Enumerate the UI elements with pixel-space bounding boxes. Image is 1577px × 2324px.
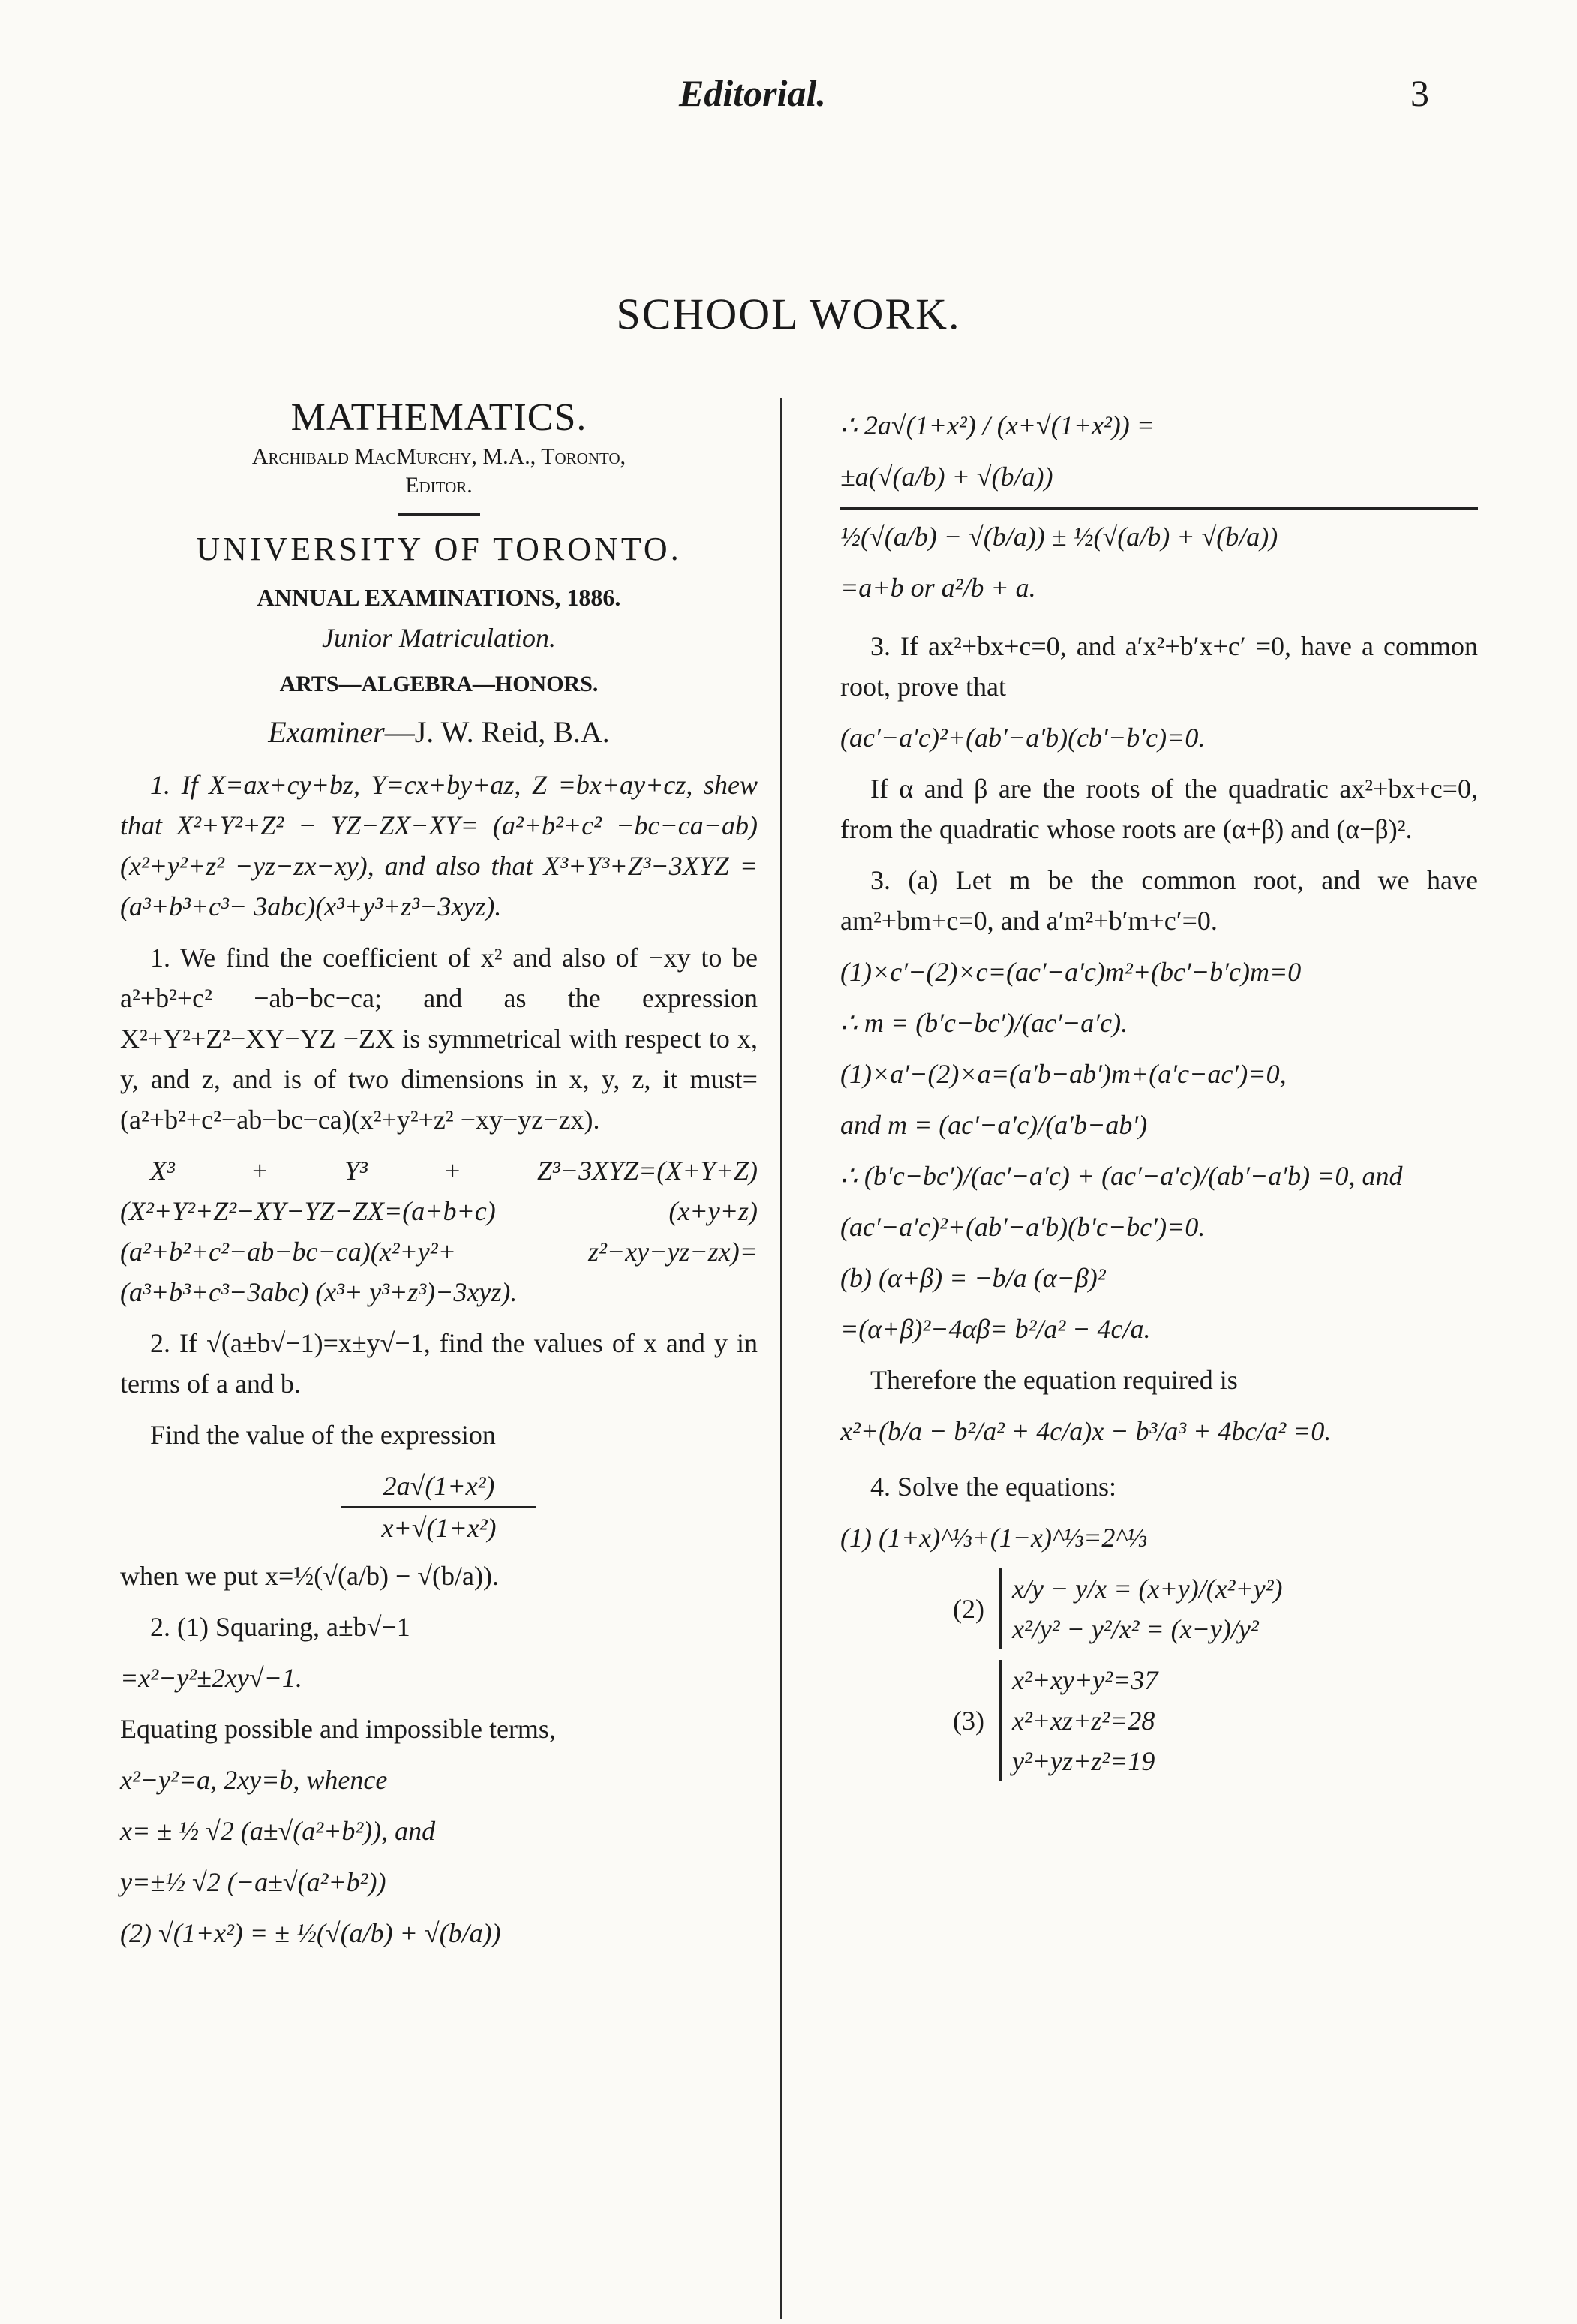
answer-2-squaring: 2. (1) Squaring, a±b√−1 (150, 1612, 410, 1642)
answer-3a-result: (ac′−a′c)²+(ab′−a′b)(b′c−bc′)=0. (840, 1212, 1206, 1242)
question-4-part-2 (953, 1568, 1478, 1649)
arts-algebra-honors: ARTS—ALGEBRA—HONORS. (279, 672, 599, 696)
question-4-part-2-system (999, 1568, 1283, 1649)
question-3: 3. If ax²+bx+c=0, and a′x²+b′x+c′ =0, have a common root, prove that (840, 631, 1478, 702)
question-4-part-2-label: (2) (953, 1594, 984, 1624)
right-column (840, 383, 1478, 1781)
answer-3b-therefore: Therefore the equation required is (870, 1365, 1238, 1395)
page-number: 3 (1410, 72, 1429, 114)
running-head (0, 71, 1577, 131)
editor-line-1: Archibald MacMurchy, M.A., Toronto, (251, 444, 626, 469)
question-4: 4. Solve the equations: (870, 1472, 1116, 1502)
question-4-part-3-label: (3) (953, 1706, 984, 1736)
expression-denominator: x+√(1+x²) (341, 1506, 536, 1548)
question-2: 2. If √(a±b√−1)=x±y√−1, find the values of x and y in terms of a and b. (120, 1328, 758, 1399)
annual-examinations: ANNUAL EXAMINATIONS, 1886. (257, 584, 621, 611)
question-4-part-3-eq-2: x²+xz+z²=28 (1011, 1706, 1155, 1736)
mathematics-heading: MATHEMATICS. (290, 396, 587, 439)
column-rule (780, 398, 782, 2319)
examiner-name: —J. W. Reid, B.A. (384, 715, 610, 749)
answer-3b-expand: =(α+β)²−4αβ= b²/a² − 4c/a. (840, 1314, 1151, 1344)
junior-matriculation: Junior Matriculation. (322, 623, 556, 653)
answer-3a-step-1: (1)×c′−(2)×c=(ac′−a′c)m²+(bc′−b′c)m=0 (840, 957, 1302, 987)
answer-2-part-2: (2) √(1+x²) = ± ½(√(a/b) + √(b/a)) (120, 1918, 501, 1948)
answer-2-y: y=±½ √2 (−a±√(a²+b²)) (120, 1867, 386, 1897)
question-4-part-2-eq-2: x²/y² − y²/x² = (x−y)/y² (1011, 1614, 1259, 1644)
answer-2-result: =x²−y²±2xy√−1. (120, 1663, 302, 1693)
examiner-line (120, 712, 758, 753)
answer-3a-intro: 3. (a) Let m be the common root, and we have am²+bm+c=0, and a′m²+b′m+c′=0. (840, 865, 1478, 936)
editor-line-2: Editor. (405, 473, 473, 498)
answer-1: 1. We find the coefficient of x² and also of −xy to be a²+b²+c² −ab−bc−ca; and as the expression X²+Y²+Z²−XY−YZ −ZX is symmetrical with respect to x, y, and z, and is of two dimensions in x, y, z, it must=(a²+b²+c²−ab−bc−ca)(x²+y²+z² −xy−yz−zx). (120, 943, 758, 1135)
running-title: Editorial. (679, 72, 826, 114)
question-2-substitution: when we put x=½(√(a/b) − √(b/a)). (120, 1561, 499, 1591)
question-3-quadratic: If α and β are the roots of the quadratic ax²+bx+c=0, from the quadratic whose roots are (α+β) and (α−β)². (840, 774, 1478, 844)
question-4-part-3 (953, 1660, 1478, 1781)
answer-3b-start: (b) (α+β) = −b/a (α−β)² (840, 1263, 1106, 1293)
answer-2-equating: Equating possible and impossible terms, (120, 1714, 556, 1744)
question-2-expression-intro: Find the value of the expression (150, 1420, 496, 1450)
question-4-part-2-eq-1: x/y − y/x = (x+y)/(x²+y²) (1011, 1574, 1283, 1604)
question-4-part-1: (1) (1+x)^⅓+(1−x)^⅓=2^⅓ (840, 1523, 1147, 1553)
question-1: 1. If X=ax+cy+bz, Y=cx+by+az, Z =bx+ay+cz, shew that X²+Y²+Z² − YZ−ZX−XY= (a²+b²+c² −bc−ca−ab) (x²+y²+z² −yz−zx−xy), and also that X³+Y³+Z³−3XYZ = (a³+b³+c³− 3abc)(x³+y³+z³−3xyz). (120, 770, 758, 921)
question-4-part-3-eq-1: x²+xy+y²=37 (1011, 1665, 1158, 1695)
question-4-part-3-eq-3: y²+yz+z²=19 (1011, 1746, 1155, 1776)
question-3-condition: (ac′−a′c)²+(ab′−a′b)(cb′−b′c)=0. (840, 723, 1206, 753)
answer-3a-step-2: (1)×a′−(2)×a=(a′b−ab′)m+(a′c−ac′)=0, (840, 1059, 1287, 1089)
section-title: SCHOOL WORK. (616, 290, 961, 338)
divider (398, 513, 480, 516)
answer-1-cubes: X³ + Y³ + Z³−3XYZ=(X+Y+Z) (X²+Y²+Z²−XY−YZ−ZX=(a+b+c) (x+y+z)(a²+b²+c²−ab−bc−ca)(x²+y²+ z²−xy−yz−zx)=(a³+b³+c³−3abc) (x³+ y³+z³)−3xyz). (120, 1156, 758, 1307)
examiner-label: Examiner (268, 715, 385, 749)
answer-3a-equate: ∴ (b′c−bc′)/(ac′−a′c) + (ac′−a′c)/(ab′−a′b) =0, and (840, 1161, 1403, 1191)
answer-3b-equation: x²+(b/a − b²/a² + 4c/a)x − b³/a³ + 4bc/a² =0. (840, 1416, 1332, 1446)
answer-2-x: x= ± ½ √2 (a±√(a²+b²)), and (120, 1816, 436, 1846)
left-column (120, 383, 758, 1964)
answer-2-final: =a+b or a²/b + a. (840, 573, 1036, 603)
answer-2-fraction-numerator: ±a(√(a/b) + √(b/a)) (840, 461, 1053, 492)
expression-numerator: 2a√(1+x²) (383, 1471, 495, 1501)
question-4-part-3-system (999, 1660, 1158, 1781)
answer-3a-m-1: ∴ m = (b′c−bc′)/(ac′−a′c). (840, 1008, 1128, 1038)
answer-2-therefore: ∴ 2a√(1+x²) / (x+√(1+x²)) = (840, 410, 1155, 440)
answer-2-fraction-denominator: ½(√(a/b) − √(b/a)) ± ½(√(a/b) + √(b/a)) (840, 507, 1478, 557)
answer-3a-m-2: and m = (ac′−a′c)/(a′b−ab′) (840, 1110, 1148, 1140)
answer-2-system: x²−y²=a, 2xy=b, whence (120, 1765, 388, 1795)
university-heading: UNIVERSITY OF TORONTO. (196, 531, 682, 567)
